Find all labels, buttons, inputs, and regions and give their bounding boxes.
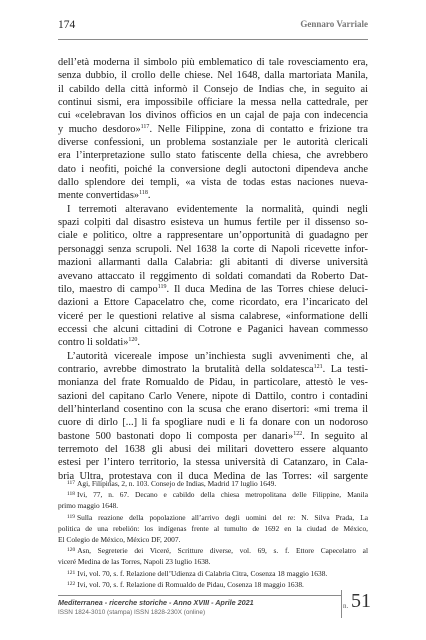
text-line [58, 270, 368, 283]
text-line [58, 403, 368, 416]
text-line [58, 416, 368, 429]
footnote-line [58, 534, 368, 545]
footnote-text: Agi, Filipinas, 2, n. 103. Consejo de Indias, Madrid 17 luglio 1649. [77, 479, 277, 488]
line-text: avevano attaccato il reggimento di soldati comandati da Roberto Dat- [58, 270, 368, 282]
footnote-text: viceré Medina de las Torres, Napoli 23 luglio 1638. [58, 557, 211, 567]
line-text-after: . Il duca Medina de las Torres chiese deluci- [166, 283, 368, 295]
line-text: era l’interpretazione sullo stato fatiscente della chiesa, che avrebbero [58, 150, 368, 162]
line-text: monianza del frate Romualdo de Pidau, in particolare, attestò le ves- [58, 377, 368, 389]
text-line [58, 336, 368, 349]
text-line [58, 350, 368, 363]
text-line [58, 96, 368, 109]
footnote-line [58, 556, 368, 567]
footnote-line [58, 579, 368, 590]
header-rule [58, 39, 368, 40]
footnote-ref: 119 [157, 283, 167, 290]
footer-journal-title: Mediterranea - ricerche storiche - Anno XVIII - Aprile 2021 [58, 598, 254, 607]
line-text: continui sismi, era impossibile officiare la messa nella cattedrale, per [58, 97, 368, 109]
text-line [58, 189, 368, 202]
footnote-number: 120 [67, 547, 76, 554]
line-text: terremoto del 1638 gli abusi dei militari dovettero essere alquanto [58, 443, 368, 455]
text-line [58, 203, 368, 216]
line-text: cuore di dirlo [...] li fa spogliare nudi e li fa donare con un nodoroso [58, 417, 368, 429]
line-text-after: . Nelle Filippine, zona di contatto e frizione tra [149, 123, 368, 135]
line-text: cui «celebravan los divinos officios en un cajal de paja con indecencia [58, 110, 368, 122]
footnote-number: 119 [67, 513, 76, 520]
line-text: L’autorità vicereale impose un’inchiesta sugli avvenimenti che, al [67, 350, 368, 362]
footnote-ref: 117 [140, 123, 150, 130]
text-line [58, 109, 368, 122]
footnote-number: 122 [67, 580, 76, 587]
text-line [58, 56, 368, 69]
text-line [58, 216, 368, 229]
page-header [58, 19, 368, 33]
line-text-after: . In seguito al [302, 430, 368, 442]
running-head-author: Gennaro Varriale [300, 19, 368, 29]
line-text: dazioni a Ettore Capacelatro che, come ricordato, era l’incaricato del [58, 297, 368, 309]
footnote-number: 121 [67, 569, 76, 576]
text-line [58, 83, 368, 96]
footer-issue-number: 51 [351, 590, 371, 612]
footnote-ref: 120 [128, 337, 138, 344]
line-text: il cabildo della città informò il Consejo de Indias che, in seguito ai [58, 83, 368, 95]
line-text: estesi per l’intero territorio, la stessa università di Catanzaro, in Cala- [58, 457, 368, 469]
footnote-ref: 118 [139, 190, 148, 197]
text-line [58, 456, 368, 469]
text-line [58, 390, 368, 403]
footnote-text: Ivi, 77, n. 67. Decano e cabildo della chiesa metropolitana delle Filippine, Manila [77, 490, 368, 500]
line-text: bria Ultra, protestava con il duca Medina de las Torres: «il sargente [58, 470, 368, 482]
footnote-text: Ivi, vol. 70, s. f. Relazione di Romualdo de Pidau, Cosenza 18 maggio 1638. [77, 579, 304, 589]
footnote-text: Asn, Segreterie dei Viceré, Scritture diverse, vol. 69, s. f. Ettore Capecelatro al [77, 546, 368, 556]
line-text: dallo splendore dei templi, «a vista de todas estas naciones nueva- [58, 177, 368, 189]
footnote-text: Sulla reazione della popolazione all’arrivo degli uomini del re: N. Silva Prada, La [77, 512, 368, 522]
line-text: bastone 500 bastonati dopo li composta per danari» [58, 430, 294, 442]
footer-rule [58, 595, 342, 596]
text-line [58, 256, 368, 269]
text-line [58, 376, 368, 389]
footer-issn: ISSN 1824-3010 (stampa) ISSN 1828-230X (online) [58, 609, 206, 616]
footnotes [58, 478, 368, 590]
text-line [58, 149, 368, 162]
footnote-line [58, 478, 368, 489]
line-text: mente convertidas» [58, 190, 140, 202]
line-text: mazioni allarmanti dalla Calabria: gli abitanti di diverse università [58, 257, 368, 269]
text-line [58, 136, 368, 149]
footnote-line [58, 568, 368, 579]
line-text: tilo, maestro di campo [58, 283, 158, 295]
text-line [58, 229, 368, 242]
text-line [58, 443, 368, 456]
footnote-ref: 121 [313, 363, 323, 370]
line-text: contrario, avrebbe dimostrato la brutalità della soldatesca [58, 363, 314, 375]
footer-issue-label: n. [343, 602, 349, 610]
text-line [58, 430, 368, 443]
text-line [58, 243, 368, 256]
text-line [58, 69, 368, 82]
page-number: 174 [58, 19, 76, 31]
footnote-text: El Colegio de México, México DF, 2007. [58, 534, 181, 544]
line-text: sazioni del capitano Carlo Venere, nipote di Dattilo, contro i contadini [58, 390, 368, 402]
text-line [58, 123, 368, 136]
footnote-text: politica de una rebelión: los indígenas frente al tumulto de 1692 en la ciudad de México, [58, 523, 368, 533]
line-text-after: . [147, 190, 151, 202]
line-text: diverse confessioni, un problema sostanziale per le autorità clericali [58, 137, 368, 149]
footnote-line [58, 512, 368, 523]
line-text: dell’età moderna il simbolo più emblematico di tale rovesciamento era, [58, 57, 368, 68]
footnote-line [58, 500, 368, 511]
footnote-text: primo maggio 1648. [58, 501, 119, 511]
line-text: dell’hinterland cosentino con la scusa che erano disertori: «mi trema il [58, 403, 368, 415]
line-text: y mucho desdoro» [58, 123, 141, 135]
text-line [58, 363, 368, 376]
text-line [58, 296, 368, 309]
line-text: personaggi senza scrupoli. Nel 1638 la corte di Napoli ricevette infor- [58, 243, 368, 255]
line-text: eccessi che alcuni cittadini di Cotrone e Paganici havean commesso [58, 323, 368, 335]
footnote-line [58, 523, 368, 534]
line-text: ciale e politico, oltre a rappresentare un’opportunità di guadagno per [58, 230, 368, 242]
footnote-line [58, 489, 368, 500]
text-line [58, 176, 368, 189]
text-line [58, 323, 368, 336]
line-text: I terremoti alteravano evidentemente la normalità, quindi negli [67, 203, 368, 215]
line-text: viceré per le questioni relative al sisma calabrese, «informatione delli [58, 310, 368, 322]
line-text-after: . [137, 337, 141, 349]
footnote-line [58, 545, 368, 556]
text-line [58, 310, 368, 323]
footnote-number: 117 [67, 480, 76, 486]
footnote-ref: 122 [293, 430, 303, 437]
footnote-text: Ivi, vol. 70, s. f. Relazione dell’Udienza di Calabria Citra, Cosenza 18 maggio 1638. [77, 568, 328, 578]
footnote-number: 118 [67, 491, 76, 498]
line-text: dato i neofiti, poiché la conversione degli autoctoni dipendeva anche [58, 163, 368, 175]
body-text [58, 56, 368, 483]
line-text: senza dubbio, il crollo delle chiese. Nel 1648, dalla martoriata Manila, [58, 70, 368, 82]
line-text: spazi colpiti dal disastro esisteva un humus fertile per il dissenso so- [58, 217, 368, 229]
footer-divider [341, 590, 342, 618]
text-line [58, 283, 368, 296]
line-text: contro li soldati» [58, 337, 129, 349]
text-line [58, 163, 368, 176]
line-text-after: . La testi- [322, 363, 368, 375]
